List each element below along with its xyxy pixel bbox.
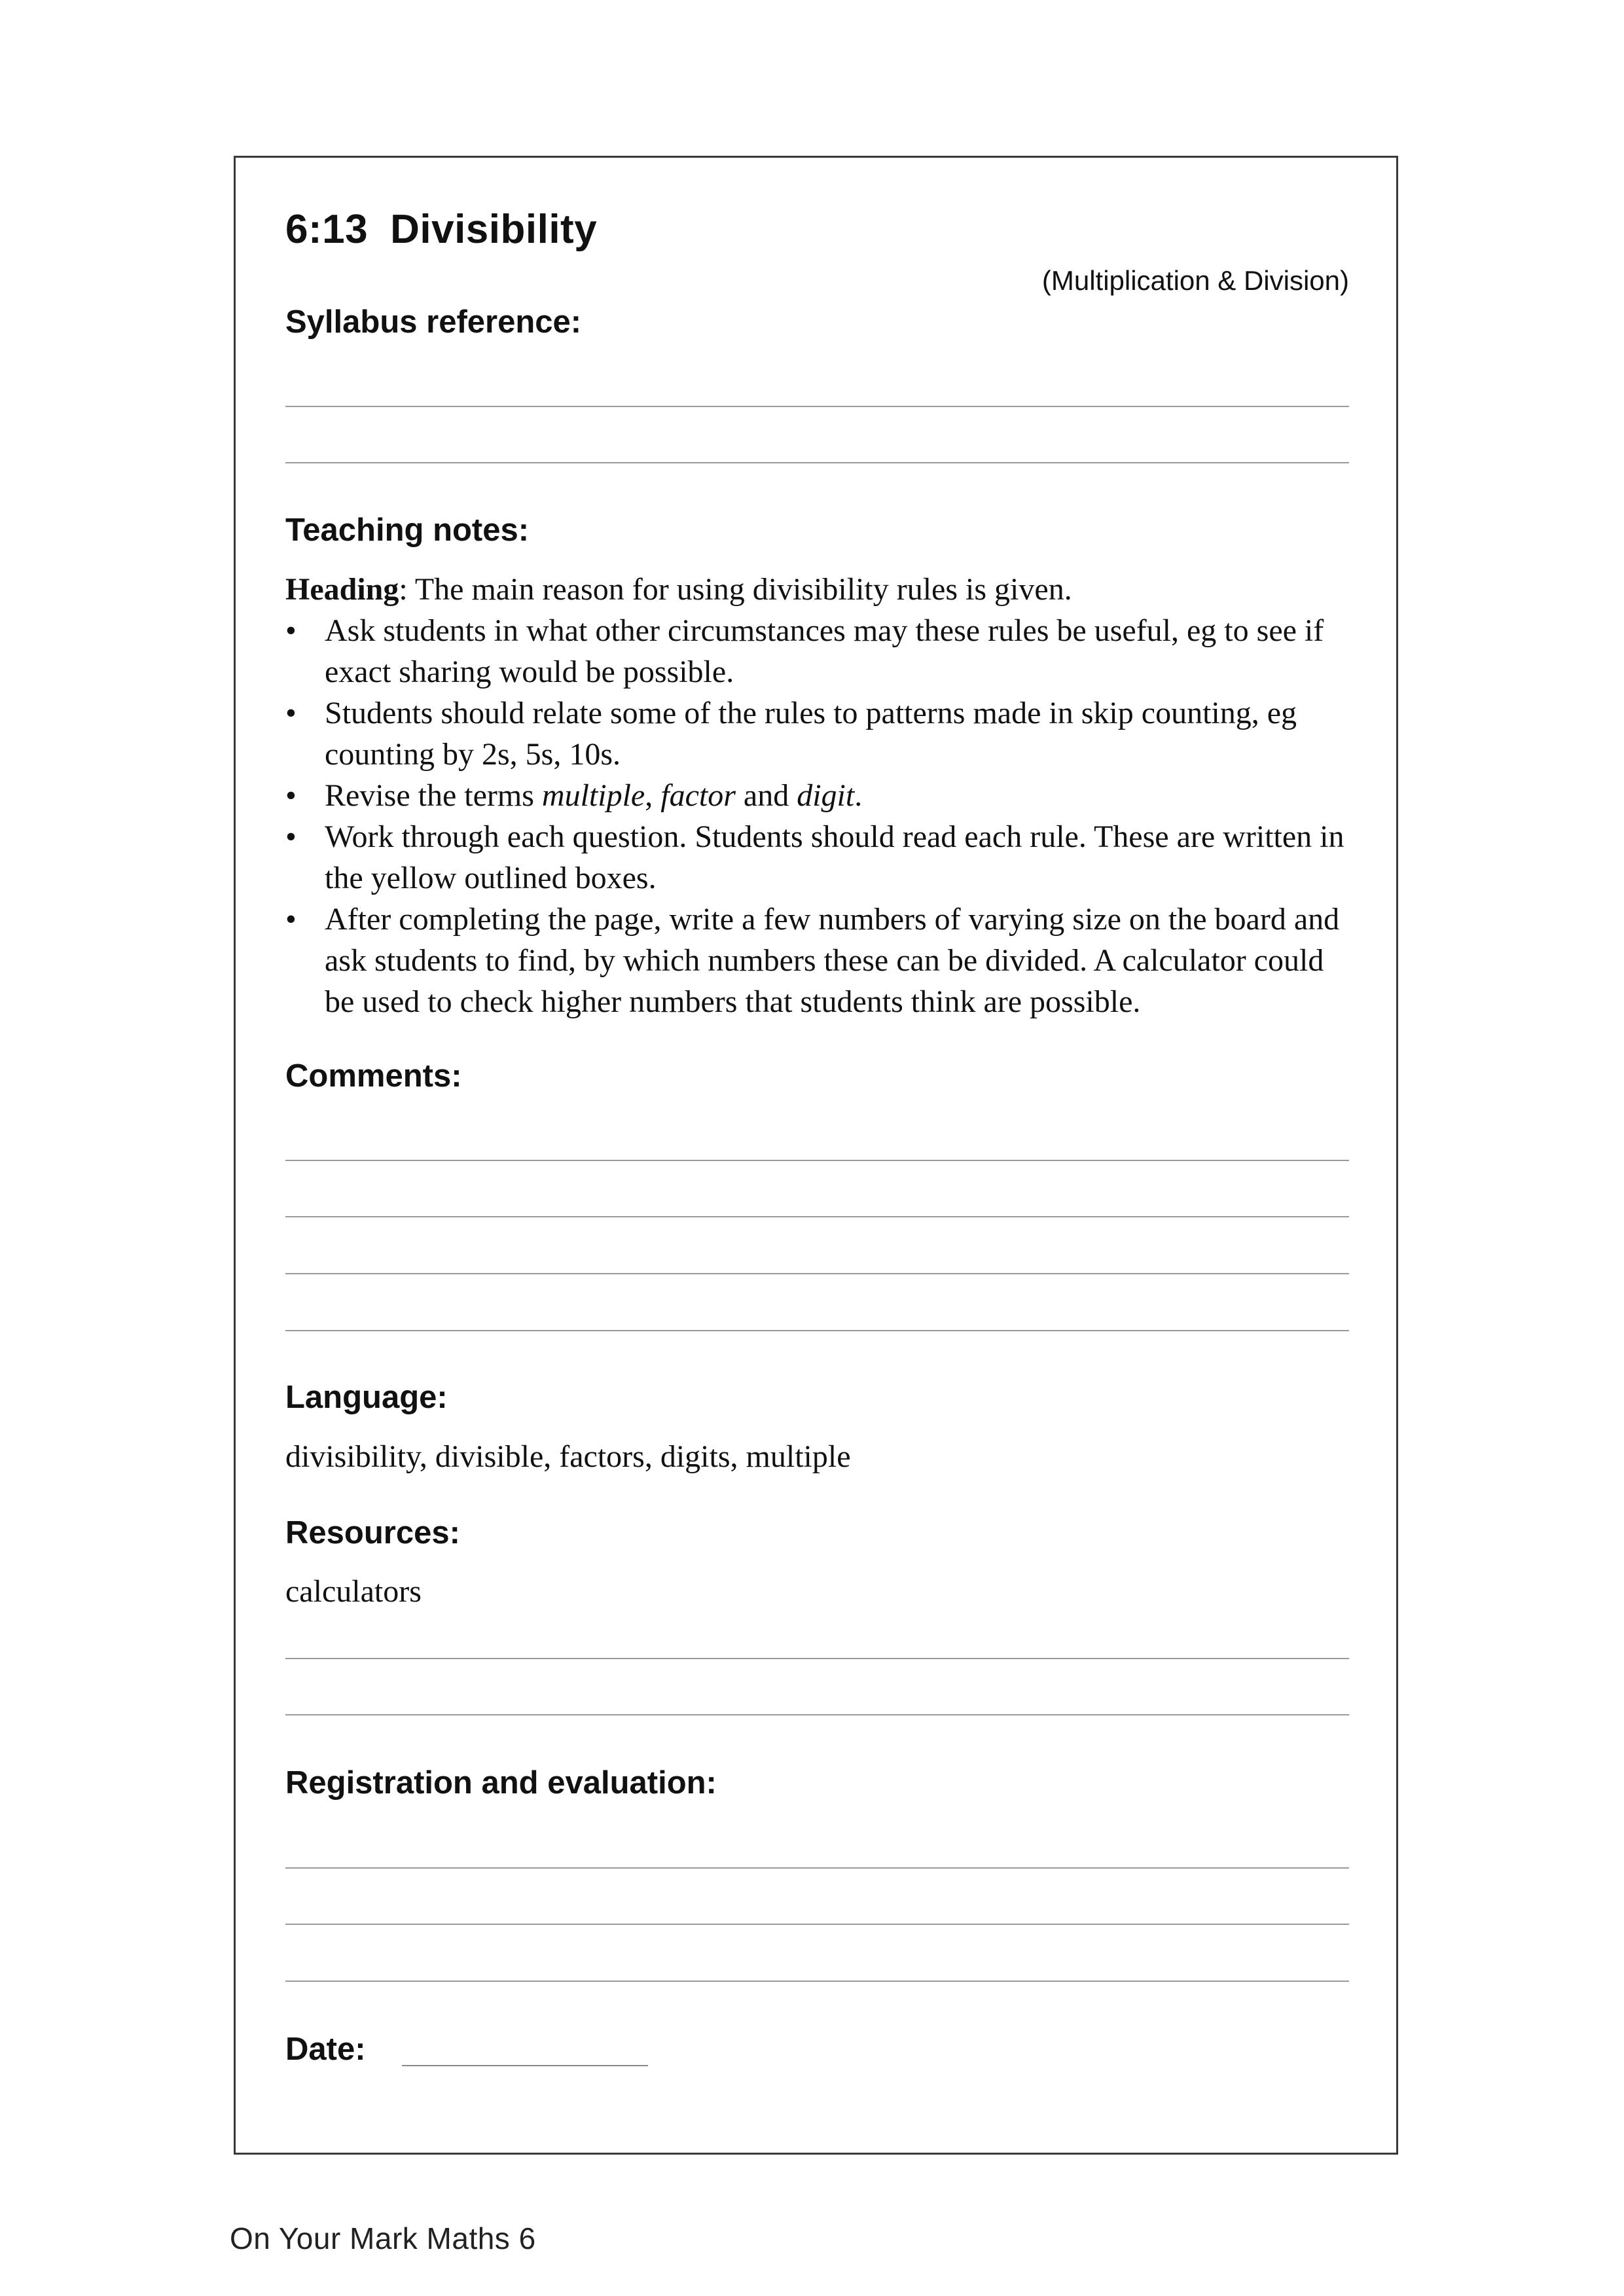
terms-prefix: Revise the terms (325, 778, 542, 813)
language-text: divisibility, divisible, factors, digits, multiple (285, 1439, 851, 1474)
list-item-text: Students should relate some of the rules to patterns made in skip counting, eg counting by 2s, 5s, 10s. (325, 696, 1297, 772)
resources-line-1[interactable] (285, 1658, 1349, 1659)
lesson-number: 6:13 (285, 207, 369, 252)
comments-line-2[interactable] (285, 1216, 1349, 1217)
list-item-text: After completing the page, write a few numbers of varying size on the board and ask students to find, by which numbers these can be divided. A calculator could be used to check higher numbers that students think are possible. (325, 902, 1340, 1019)
teaching-notes-heading: Teaching notes: (285, 512, 530, 548)
comments-line-4[interactable] (285, 1330, 1349, 1331)
bullet-icon: • (285, 696, 297, 730)
list-item (285, 899, 1352, 1022)
registration-line-3[interactable] (285, 1981, 1349, 1982)
registration-line-1[interactable] (285, 1867, 1349, 1869)
bullet-icon: • (285, 778, 297, 813)
terms-and: and (735, 778, 797, 813)
page-frame (234, 156, 1398, 2155)
comments-heading: Comments: (285, 1058, 462, 1094)
syllabus-line-2[interactable] (285, 462, 1349, 463)
date-label: Date: (285, 2032, 366, 2067)
teaching-intro (285, 569, 1072, 610)
list-item (285, 775, 1352, 816)
teaching-notes-list (285, 610, 1352, 1022)
page-title (285, 209, 597, 250)
lesson-title: Divisibility (390, 207, 598, 252)
registration-heading: Registration and evaluation: (285, 1765, 717, 1801)
list-item (285, 816, 1352, 899)
language-heading: Language: (285, 1380, 448, 1415)
bullet-icon: • (285, 613, 297, 648)
page-footer: On Your Mark Maths 6 (230, 2221, 536, 2255)
term-multiple: multiple (541, 778, 645, 813)
list-item-text: Ask students in what other circumstances may these rules be useful, eg to see if exact sharing would be possible. (325, 613, 1324, 689)
registration-line-2[interactable] (285, 1924, 1349, 1925)
syllabus-heading: Syllabus reference: (285, 304, 582, 340)
resources-text: calculators (285, 1574, 422, 1609)
bullet-icon: • (285, 902, 297, 937)
terms-end: . (854, 778, 863, 813)
strand-subtitle: (Multiplication & Division) (1041, 265, 1349, 296)
intro-bold-label: Heading (285, 572, 399, 607)
syllabus-line-1[interactable] (285, 406, 1349, 407)
terms-separator: , (645, 778, 661, 813)
bullet-icon: • (285, 819, 297, 854)
term-digit: digit (797, 778, 855, 813)
comments-line-3[interactable] (285, 1273, 1349, 1274)
date-field-line[interactable] (402, 2065, 648, 2066)
list-item (285, 610, 1352, 692)
list-item-text: Work through each question. Students should read each rule. These are written in the yellow outlined boxes. (325, 819, 1344, 895)
term-factor: factor (660, 778, 736, 813)
resources-line-2[interactable] (285, 1714, 1349, 1715)
comments-line-1[interactable] (285, 1160, 1349, 1161)
resources-heading: Resources: (285, 1515, 460, 1551)
list-item (285, 692, 1352, 775)
intro-text: : The main reason for using divisibility rules is given. (399, 572, 1072, 607)
